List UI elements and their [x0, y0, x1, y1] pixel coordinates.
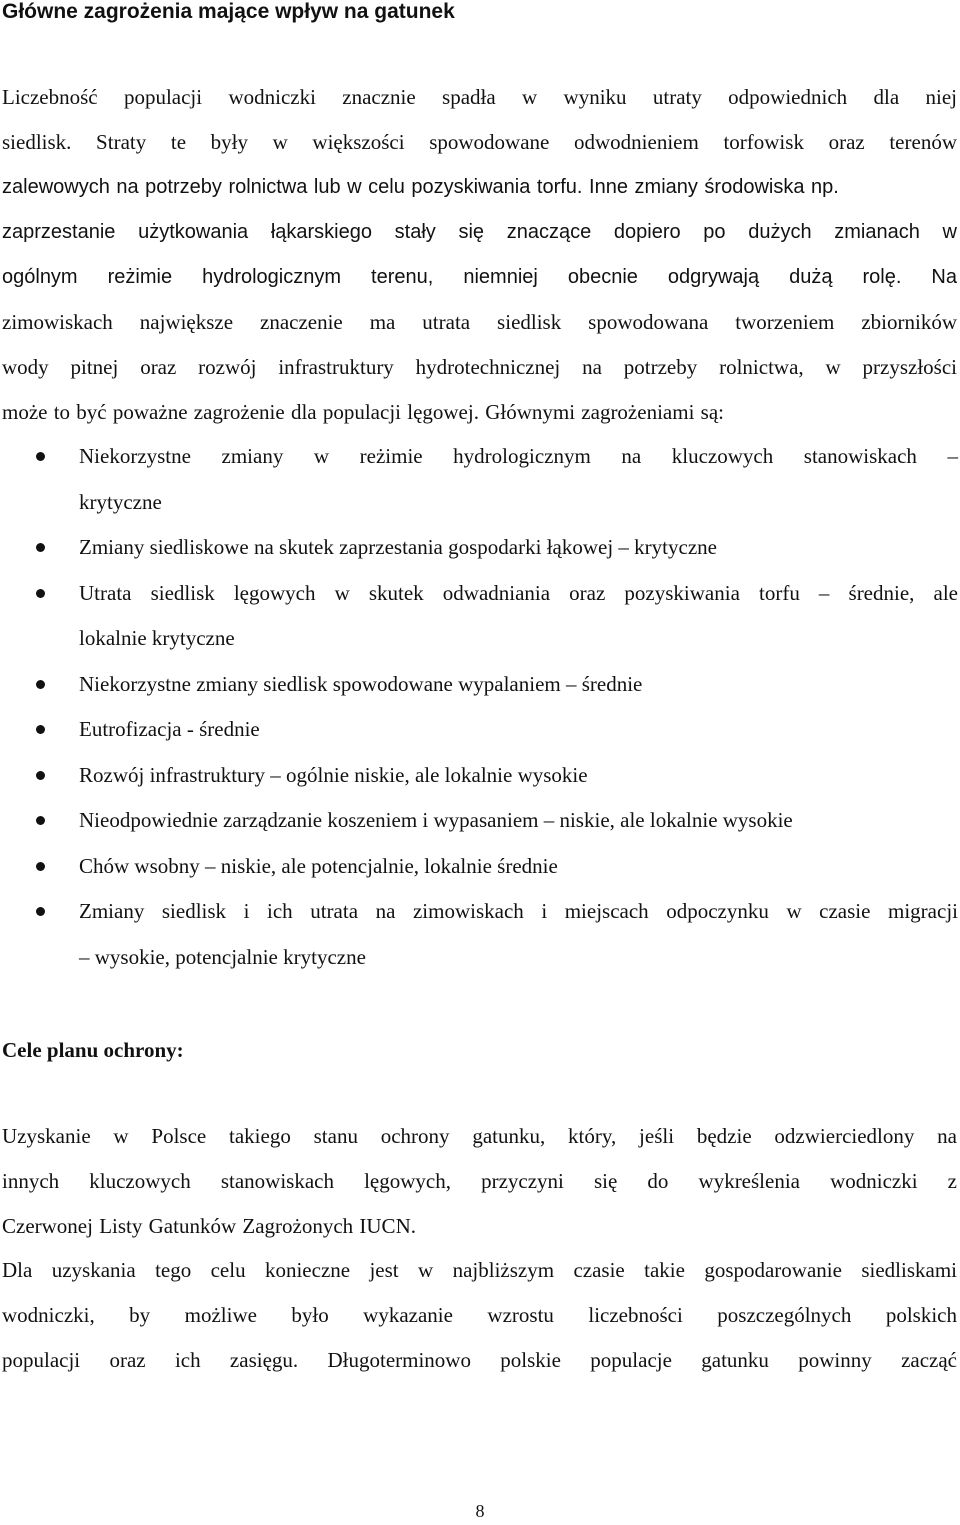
paragraph-line: zimowiskach największe znaczenie ma utrata siedlisk spowodowana tworzeniem zbiorników: [2, 310, 957, 334]
bullet-icon: [36, 543, 45, 552]
goals-paragraph-1: [2, 1114, 957, 1249]
list-item-text: Nieodpowiednie zarządzanie koszeniem i wypasaniem – niskie, ale lokalnie wysokie: [79, 808, 793, 832]
list-item: [0, 434, 958, 525]
list-item: [0, 662, 958, 708]
paragraph-line: Liczebność populacji wodniczki znacznie spadła w wyniku utraty odpowiednich dla niej: [2, 85, 957, 109]
paragraph-line: populacji oraz ich zasięgu. Długoterminowo polskie populacje gatunku powinny zacząć: [2, 1348, 957, 1372]
bullet-icon: [36, 452, 45, 461]
paragraph-line: siedlisk. Straty te były w większości spowodowane odwodnieniem torfowisk oraz terenów: [2, 130, 957, 154]
list-item: [0, 753, 958, 799]
paragraph-line: innych kluczowych stanowiskach lęgowych, przyczyni się do wykreślenia wodniczki z: [2, 1169, 957, 1193]
list-item-text: lokalnie krytyczne: [79, 626, 235, 650]
list-item-text: Chów wsobny – niskie, ale potencjalnie, lokalnie średnie: [79, 853, 558, 878]
paragraph-line: zalewowych na potrzeby rolnictwa lub w celu pozyskiwania torfu. Inne zmiany środowiska np.: [2, 176, 839, 198]
list-item-text: krytyczne: [79, 489, 162, 514]
paragraph-line: zaprzestanie użytkowania łąkarskiego stały się znaczące dopiero po dużych zmianach w: [2, 221, 957, 243]
bullet-icon: [36, 862, 45, 871]
bullet-icon: [36, 771, 45, 780]
paragraph-line: wody pitnej oraz rozwój infrastruktury hydrotechnicznej na potrzeby rolnictwa, w przyszłości: [2, 355, 957, 379]
list-item: [0, 707, 958, 753]
threats-intro-paragraph: [2, 75, 957, 435]
list-item: [0, 889, 958, 980]
list-item: [0, 525, 958, 571]
bullet-icon: [36, 589, 45, 598]
goals-paragraph-2: [2, 1248, 957, 1383]
paragraph-line: Dla uzyskania tego celu konieczne jest w najbliższym czasie takie gospodarowanie siedliskami: [2, 1258, 957, 1282]
page-number: 8: [475, 1501, 485, 1521]
list-item-text: Rozwój infrastruktury – ogólnie niskie, ale lokalnie wysokie: [79, 762, 588, 787]
bullet-icon: [36, 816, 45, 825]
list-item-text: Niekorzystne zmiany w reżimie hydrologicznym na kluczowych stanowiskach –: [79, 444, 958, 468]
list-item-text: Zmiany siedliskowe na skutek zaprzestania gospodarki łąkowej – krytyczne: [79, 535, 717, 559]
list-item: [0, 571, 958, 662]
paragraph-line: Czerwonej Listy Gatunków Zagrożonych IUCN.: [2, 1214, 416, 1238]
section-title-goals: Cele planu ochrony:: [2, 1038, 184, 1062]
bullet-icon: [36, 680, 45, 689]
paragraph-line: może to być poważne zagrożenie dla populacji lęgowej. Głównymi zagrożeniami są:: [2, 400, 724, 424]
paragraph-line: Uzyskanie w Polsce takiego stanu ochrony gatunku, który, jeśli będzie odzwierciedlony na: [2, 1124, 957, 1148]
list-item-text: Niekorzystne zmiany siedlisk spowodowane wypalaniem – średnie: [79, 671, 643, 696]
paragraph-line: wodniczki, by możliwe było wykazanie wzrostu liczebności poszczególnych polskich: [2, 1303, 957, 1327]
list-item-text: Zmiany siedlisk i ich utrata na zimowiskach i miejscach odpoczynku w czasie migracji: [79, 899, 958, 923]
bullet-icon: [36, 725, 45, 734]
list-item-text: Utrata siedlisk lęgowych w skutek odwadniania oraz pozyskiwania torfu – średnie, ale: [79, 580, 958, 605]
list-item: [0, 798, 958, 844]
list-item-text: – wysokie, potencjalnie krytyczne: [79, 944, 366, 969]
section-title-threats: Główne zagrożenia mające wpływ na gatunek: [2, 0, 455, 23]
threats-list: [0, 434, 958, 980]
bullet-icon: [36, 907, 45, 916]
paragraph-line: ogólnym reżimie hydrologicznym terenu, niemniej obecnie odgrywają dużą rolę. Na: [2, 266, 957, 288]
list-item: [0, 844, 958, 890]
list-item-text: Eutrofizacja - średnie: [79, 717, 260, 741]
